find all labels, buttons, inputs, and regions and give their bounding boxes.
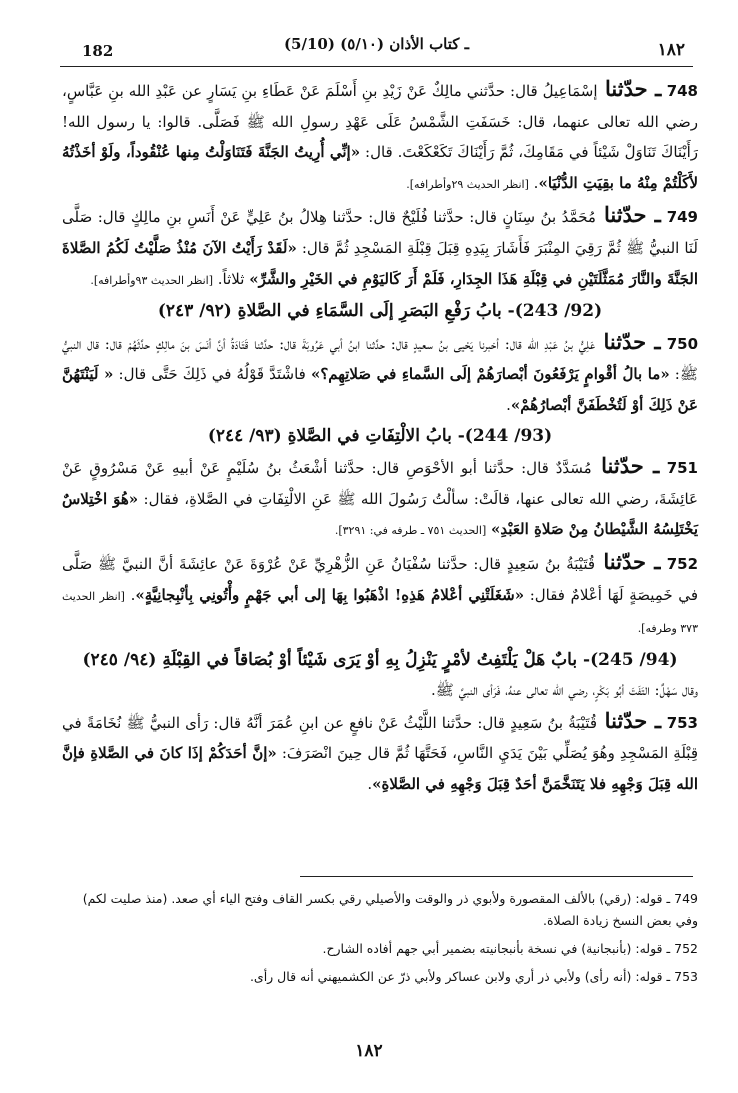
haddathana-marker: ـ حدّثنا xyxy=(595,548,661,574)
hadith-text: . xyxy=(124,585,136,604)
chapter-title: (5/10) ـ كتاب الأذان (٥/١٠) xyxy=(283,35,470,53)
header-rule xyxy=(60,66,693,67)
footnote: 753 ـ قوله: (أنه رأى) ولأبي ذر أري ولابن عساكر ولأبي ذرّ عن الكشميهني أنه قال رأى. xyxy=(249,969,698,984)
hadith-paragraph xyxy=(62,74,698,200)
hadith-number: 751 xyxy=(659,459,698,478)
hadith-paragraph xyxy=(62,200,698,296)
cross-reference: [انظر الحديث ٣٧٣ وطرفه]. xyxy=(62,589,698,636)
haddathana-marker: ـ حدّثنا xyxy=(597,76,662,101)
hadith-quote: «شَغَلَتْنِي أعْلامُ هَذِهِ! اذْهَبُوا بِهَا إلى أبي جَهْمٍ وأْتُونِي بِأنْبِجانِيَّةٍ» xyxy=(135,585,525,604)
hadith-number: 753 xyxy=(661,713,698,732)
hadith-quote: «إنَّ أحَدَكُمْ إذَا كانَ في الصَّلاةِ فإنَّ الله قِبَلَ وَجْهِهِ فلا يَتَنَخَّمَنَّ أحَدٌ قِبَلَ وَجْهِهِ في الصَّلاةِ» xyxy=(62,744,698,794)
hadith-text: مُحَمَّدُ بنُ سِنَانٍ قال: حدَّثنا فُلَيْحٌ قال: حدَّثنا هِلالُ بنُ عَلِيٍّ عَنْ أَنَسِ بنِ مالِكٍ قال: صَلَّى لَنَا النبيُّ ﷺ ثُمَّ رَقِيَ المِنْبَرَ فَأَشَارَ بِيَدِهِ قِبَلَ قِبْلَةِ المَسْجِدِ ثُمَّ قال: xyxy=(62,208,699,257)
hadith-number: 748 xyxy=(661,82,698,100)
hadith-paragraph xyxy=(62,451,698,547)
cross-reference: [الحديث ٧٥١ ـ طرفه في: ٣٢٩١]. xyxy=(334,524,487,538)
hadith-quote: «لَقَدْ رَأَيْتُ الآنَ مُنْذُ صَلَّيْتُ لَكُمُ الصَّلاةَ الجَنَّةَ والنَّارَ مُمَثَّلَتَيْنِ في قِبْلَةِ هَذَا الجِدَارِ، فَلَمْ أَرَ كَاليَوْمِ في الخَيْرِ والشَّرِّ» xyxy=(62,238,698,288)
hadith-text: عَلِيُّ بنُ عَبْدِ الله قال: أخبرنا يَحْيى بنُ سعيدٍ قال: حدَّثنا ابنُ أبي عَرُوبَةَ قال: حدَّثنا قَتَادَةُ أنَّ أنَسَ بنَ مالِكٍ حدَّثَهُمْ قال: قال النبيُّ ﷺ: xyxy=(62,334,698,384)
main-text xyxy=(62,74,698,800)
hadith-paragraph xyxy=(62,706,698,800)
footnote: 749 ـ قوله: (رقي) بالألف المقصورة ولأبوي ذر والوقت والأصيلي رقي بكسر القاف وفتح الياء أي صعد. (منذ صليت لكم) وفي بعض النسخ زيادة الصلاة. xyxy=(82,891,698,928)
bab-heading: (94/ 245)- بابٌ هَلْ يَلْتَفِتُ لأمْرٍ يَنْزِلُ بِهِ أوْ يَرَى شَيْئاً أوْ بُصَاقاً في القِبْلَةِ (٩٤/ ٢٤٥) xyxy=(82,649,678,670)
hadith-text: . xyxy=(367,775,373,794)
haddathana-marker: ـ حدّثنا xyxy=(595,202,661,228)
page-header xyxy=(60,30,693,64)
hadith-paragraph xyxy=(62,327,698,421)
hadith-paragraph xyxy=(62,547,698,645)
hadith-text: . xyxy=(506,395,511,414)
haddathana-marker: ـ حدّثنا xyxy=(597,707,662,733)
footnote: 752 ـ قوله: (بأنبجانية) في نسخة بأنبجانيته بضمير أبي جهم أفاده الشارح. xyxy=(322,941,698,956)
hadith-text: وقال سَهْلٌ: التَفَتَ أبُو بَكْرٍ، رضي الله تعالى عنهُ، فَرَأى النبيَّ ﷺ. xyxy=(431,681,698,700)
hadith-number: 752 xyxy=(660,554,699,573)
cross-reference: [انظر الحديث ٩٣وأطرافه]. xyxy=(90,273,213,287)
page-number-latin: 182 xyxy=(82,42,114,60)
hadith-text: إسْمَاعِيلُ قال: حدَّثني مالِكٌ عَنْ زَيْدِ بنِ أَسْلَمَ عَنْ عَطَاءِ بنِ يَسَارٍ عن عَبْدِ الله بنِ عَبَّاسٍ، رضي الله تعالى عنهما، قال: خَسَفَتِ الشَّمْسُ عَلَى عَهْدِ رسولِ الله ﷺ فَصَلَّى. قالوا: يا رسول الله! رَأَيْنَاكَ تَنَاوَلْ شَيْئاً في مَقَامِكَ، ثُمَّ رَأَيْنَاكَ تَكَعْكَعْتَ. قال: xyxy=(62,82,699,162)
hadith-quote: « لَيَنْتَهُنَّ عَنْ ذَلِكَ أوْ لَتُخْطَفَنَّ أبْصارُهُمْ» xyxy=(62,365,698,414)
hadith-quote: «هُوَ اخْتِلاسٌ يَخْتَلِسُهُ الشَّيْطانُ مِنْ صَلاةِ العَبْدِ» xyxy=(62,489,698,539)
bab-heading: (93/ 244)- بابُ الالْتِفَاتِ في الصَّلاةِ (٩٣/ ٢٤٤) xyxy=(207,425,553,446)
page-number-arabic: ١٨٢ xyxy=(657,40,685,60)
hadith-quote: «ما بالُ أقْوامٍ يَرْفَعُونَ أبْصارَهُمْ إلَى السَّماءِ في صَلاتِهِم؟» xyxy=(310,365,670,384)
hadith-number: 749 xyxy=(660,208,698,227)
bab-heading: (92/ 243)- بابُ رَفْعِ البَصَرِ إلَى السَّمَاءِ في الصَّلاةِ (٩٢/ ٢٤٣) xyxy=(157,301,603,322)
footnotes xyxy=(60,888,698,994)
hadith-text: ثلاثاً. xyxy=(213,269,250,288)
haddathana-marker: ـ حدّثنا xyxy=(595,328,661,354)
hadith-number: 750 xyxy=(660,334,699,353)
hadith-text: فاشْتَدَّ قَوْلُهُ في ذَلِكَ حَتَّى قال: xyxy=(113,365,311,384)
footnote-rule xyxy=(300,876,693,877)
hadith-quote: «إنِّي أُرِيتُ الجَنَّةَ فَتَنَاوَلْتُ مِنها عُنْقُوداً، ولَوْ أخَذْتُهُ لأَكَلْتُمْ مِنْهُ ما بقِيَتِ الدُّنْيَا» xyxy=(62,143,698,192)
hadith-text: قُتَيْبَةُ بنُ سَعِيدٍ قال: حدَّثنا سُفْيَانُ عَنِ الزُّهْرِيِّ عَنْ عُرْوَةَ عَنْ عائِشَةَ أنَّ النبيَّ ﷺ صَلَّى في خَمِيصَةٍ لَهَا أعْلامٌ فقال: xyxy=(62,554,698,604)
haddathana-marker: ـ حدّثنا xyxy=(591,453,660,479)
page-footer: ١٨٢ xyxy=(355,1041,383,1061)
hadith-text: . xyxy=(528,173,539,192)
hadith-text: قُتَيْبَةُ بنُ سَعِيدٍ قال: حدَّثنا اللَّيْثُ عَنْ نافعٍ عن ابنِ عُمَرَ أنَّهُ قال: رَأى النبيُّ ﷺ نُخَامَةً في قِبْلَةِ المَسْجِدِ وهُوَ يُصَلِّي بَيْنَ يَدَيِ النَّاسِ، فَحَتَّهَا ثُمَّ قال حِينَ انْصَرَفَ: xyxy=(62,713,698,763)
text-paragraph xyxy=(62,675,698,706)
cross-reference: [انظر الحديث ٢٩وأطرافه]. xyxy=(406,177,529,191)
hadith-text: مُسَدَّدٌ قال: حدَّثنا أبو الأحْوَصِ قال: حدَّثنا أشْعَثُ بنُ سُلَيْمٍ عَنْ أبيهِ عَنْ مَسْرُوقٍ عَنْ عَائِشَةَ، رضي الله تعالى عنها، قالَتْ: سألْتُ رَسُولَ الله ﷺ عَنِ الالْتِفَاتِ في الصَّلاةِ، فقال: xyxy=(62,459,698,508)
